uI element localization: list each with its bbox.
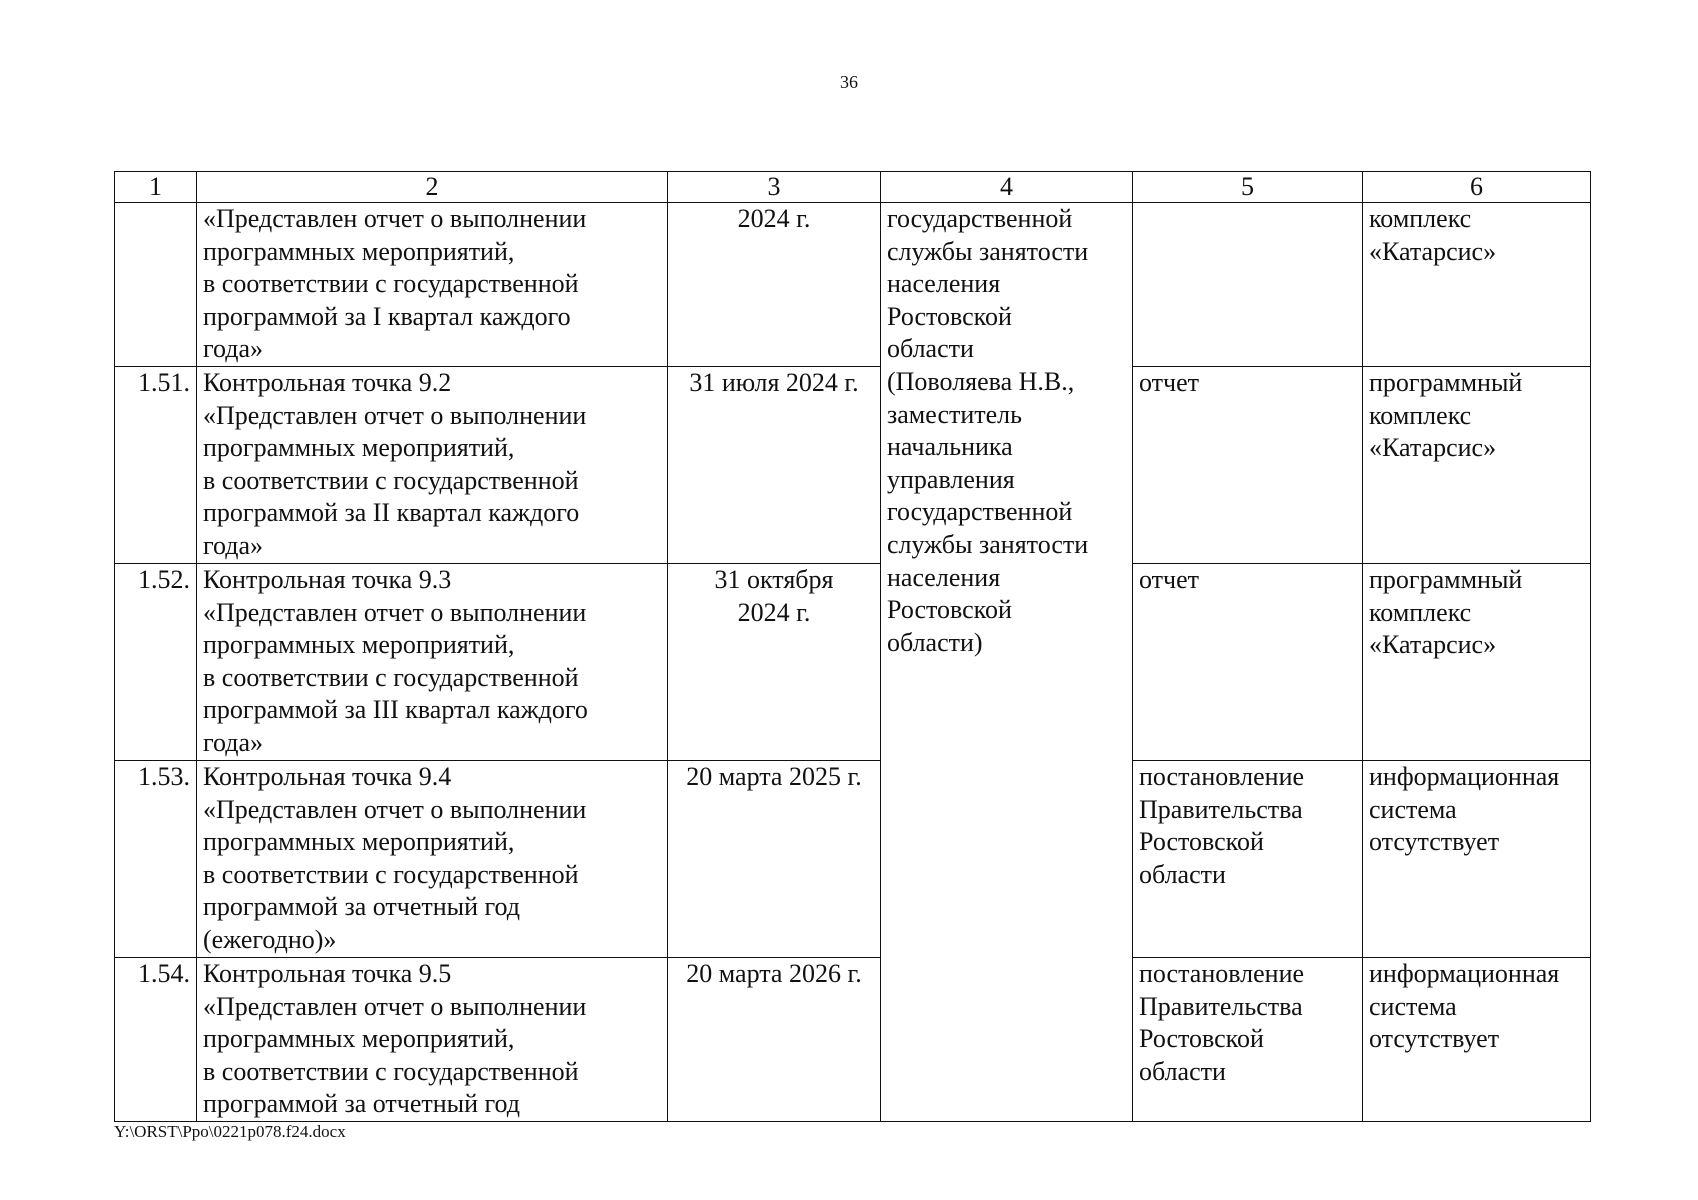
table-row — [115, 203, 1591, 367]
information-system-cell: информационная система отсутствует — [1363, 958, 1591, 1122]
document-type-cell — [1133, 203, 1363, 367]
column-number-header: 3 — [668, 172, 881, 203]
document-type-cell: постановление Правительства Ростовской области — [1133, 958, 1363, 1122]
date-cell: 31 июля 2024 г. — [668, 367, 881, 564]
information-system-cell: программный комплекс «Катарсис» — [1363, 367, 1591, 564]
row-number-cell: 1.51. — [115, 367, 197, 564]
date-cell: 20 марта 2025 г. — [668, 761, 881, 958]
column-number-header: 2 — [197, 172, 668, 203]
date-cell: 2024 г. — [668, 203, 881, 367]
information-system-cell: информационная система отсутствует — [1363, 761, 1591, 958]
table-row — [115, 367, 1591, 564]
column-number-header: 1 — [115, 172, 197, 203]
information-system-cell: комплекс «Катарсис» — [1363, 203, 1591, 367]
document-type-cell: отчет — [1133, 564, 1363, 761]
row-number-cell: 1.54. — [115, 958, 197, 1122]
row-number-cell: 1.53. — [115, 761, 197, 958]
responsible-cell: государственной службы занятости населения Ростовской области (Поволяева Н.В., заместитель начальника управления государственной службы занятости населения Ростовской области) — [881, 203, 1133, 1122]
footer-file-path: Y:\ORST\Ppo\0221p078.f24.docx — [114, 1122, 346, 1141]
description-cell: «Представлен отчет о выполнении программных мероприятий, в соответствии с государственной программой за I квартал каждого года» — [197, 203, 668, 367]
document-type-cell: отчет — [1133, 367, 1363, 564]
description-cell: Контрольная точка 9.3 «Представлен отчет о выполнении программных мероприятий, в соответствии с государственной программой за III квартал каждого года» — [197, 564, 668, 761]
row-number-cell — [115, 203, 197, 367]
information-system-cell: программный комплекс «Катарсис» — [1363, 564, 1591, 761]
page-number: 36 — [840, 72, 858, 92]
date-cell: 20 марта 2026 г. — [668, 958, 881, 1122]
date-cell: 31 октября 2024 г. — [668, 564, 881, 761]
description-cell: Контрольная точка 9.4 «Представлен отчет о выполнении программных мероприятий, в соответствии с государственной программой за отчетный год (ежегодно)» — [197, 761, 668, 958]
description-cell: Контрольная точка 9.5 «Представлен отчет о выполнении программных мероприятий, в соответствии с государственной программой за отчетный год — [197, 958, 668, 1122]
table-header-row — [115, 172, 1591, 203]
table-row — [115, 958, 1591, 1122]
control-points-table — [114, 171, 1591, 1122]
column-number-header: 4 — [881, 172, 1133, 203]
document-type-cell: постановление Правительства Ростовской области — [1133, 761, 1363, 958]
row-number-cell: 1.52. — [115, 564, 197, 761]
table-row — [115, 564, 1591, 761]
column-number-header: 5 — [1133, 172, 1363, 203]
table-row — [115, 761, 1591, 958]
description-cell: Контрольная точка 9.2 «Представлен отчет о выполнении программных мероприятий, в соответствии с государственной программой за II квартал каждого года» — [197, 367, 668, 564]
column-number-header: 6 — [1363, 172, 1591, 203]
